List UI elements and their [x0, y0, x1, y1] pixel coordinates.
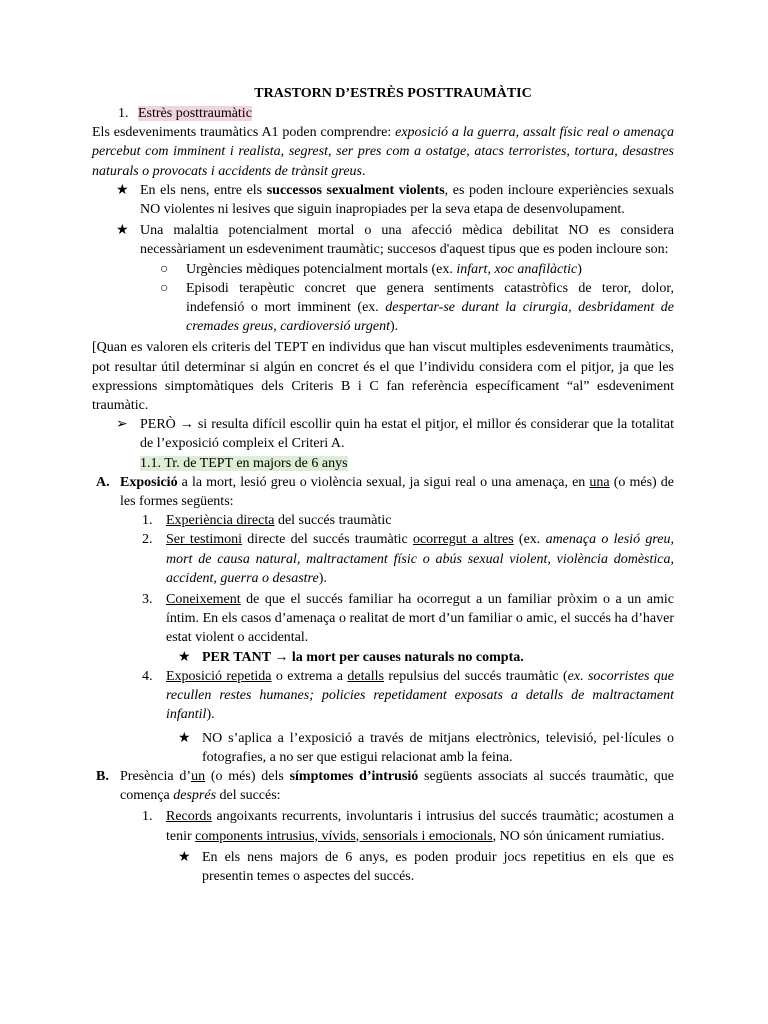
item-text-2: (ex.: [513, 532, 546, 548]
item-underline: Ser testimoni: [166, 532, 243, 548]
bullet-text: Episodi terapèutic concret que genera sentiments catastròfics de teror, dolor, indefensió o mort imminent (ex.: [186, 280, 674, 316]
item-text-end: ).: [206, 707, 215, 723]
circle-bullet-episode: [160, 279, 674, 337]
star-bullet-children: [116, 181, 675, 219]
criterion-underline: una: [589, 474, 610, 490]
bullet-text: Urgències mèdiques potencialment mortals (ex.: [186, 261, 457, 277]
criterion-italic: després: [173, 788, 217, 804]
item-underline: Records: [166, 809, 212, 825]
item-text: angoixants recurrents, involuntaris i intrusius del succés traumàtic; acostumen a tenir: [166, 809, 674, 844]
criterion-text-end: (o més) de les formes següents:: [120, 474, 674, 510]
star-bullet-illness: [116, 221, 674, 259]
bullet-text-end: ): [577, 261, 582, 277]
note-text: En els nens majors de 6 anys, es poden produir jocs repetitius en els que es presentin temes o aspectes del succés.: [202, 849, 674, 884]
star-icon: ★: [178, 849, 191, 865]
criterion-keyword: Exposició: [120, 474, 178, 490]
criterion-a-item-3-note: [178, 648, 674, 667]
criterion-keyword: símptomes d’intrusió: [289, 768, 419, 784]
criterion-a-item-1: [142, 511, 674, 530]
item-text: directe del succés traumàtic: [242, 532, 413, 548]
intro-text: Els esdeveniments traumàtics A1 poden comprendre:: [92, 125, 396, 141]
item-text: o extrema a: [271, 668, 348, 684]
criterion-marker: A.: [96, 474, 110, 490]
intro-paragraph: [92, 123, 674, 181]
star-icon: ★: [116, 223, 129, 239]
bullet-bold: successos sexualment violents: [266, 182, 445, 198]
subsection-heading: [92, 454, 674, 473]
criterion-text-end: del succés:: [216, 788, 281, 804]
item-underline-2: components intrusius, vívids, sensorials i emocionals: [195, 828, 493, 844]
circle-bullet-icon: ○: [160, 280, 169, 296]
item-number: 4.: [142, 668, 153, 684]
intro-end: .: [362, 163, 366, 179]
item-underline-2: ocorregut a altres: [412, 532, 514, 548]
criterion-text-2: (o més) dels: [205, 768, 290, 784]
criterion-b-item-1: [142, 807, 674, 845]
star-icon: ★: [116, 182, 129, 198]
criterion-a-item-4: [142, 667, 675, 725]
item-text-2: repulsius del succés traumàtic (: [383, 668, 568, 684]
criterion-a-item-4-note: [178, 729, 674, 767]
item-number: 2.: [142, 532, 153, 548]
item-italic: ex. socorristes que recullen restes humanes; policies repetidament exposats a detalls de maltractament infantil: [166, 668, 675, 723]
arrow-icon: ➢: [116, 417, 128, 433]
bullet-text: En els nens, entre els: [140, 182, 267, 198]
criterion-a: [96, 473, 674, 511]
circle-bullet-urgencies: [160, 260, 674, 279]
item-number: 1.: [142, 809, 153, 825]
note-bold: PER TANT → la mort per causes naturals no compta.: [202, 649, 524, 665]
item-text: de que el succés familiar ha ocorregut a un familiar pròxim o a un amic íntim. En els casos d’amenaça o realitat de mort d’un familiar o amic, el succés ha d’haver estat violent o accidental.: [166, 592, 674, 646]
item-underline: Coneixement: [166, 592, 241, 608]
item-text-end: , NO són únicament rumiatius.: [492, 828, 665, 844]
item-underline: Exposició repetida: [166, 668, 272, 684]
criterion-marker: B.: [96, 768, 109, 784]
note-text: NO s’aplica a l’exposició a través de mitjans electrònics, televisió, pel·lícules o fotografies, a no ser que estigui relacionat amb la feina.: [202, 730, 674, 765]
star-icon: ★: [178, 730, 191, 746]
bullet-italic: infart, xoc anafilàctic: [456, 261, 578, 277]
criterion-a-item-2: [142, 530, 674, 588]
bracket-paragraph: [Quan es valoren els criteris del TEPT en individus que han viscut multiples esdeveniments traumàtics, pot resultar útil determinar si algún en concret és el que l’individu considera com el pitjor, ja que les expressions simptomàtiques dels Criteris B i C fan referència específicament “al” esdeveniment traumàtic.: [92, 340, 674, 414]
item-underline-2: detalls: [347, 668, 384, 684]
item-text: del succés traumàtic: [274, 513, 392, 529]
criterion-text: a la mort, lesió greu o violència sexual, ja sigui real o una amenaça, en: [177, 474, 590, 490]
section-title: Estrès posttraumàtic: [138, 106, 252, 121]
bullet-text-end: ).: [390, 319, 399, 335]
item-text-end: ).: [318, 570, 327, 586]
bullet-text: PERÒ → si resulta difícil escollir quin ha estat el pitjor, el millor és considerar que la totalitat de l’exposició compleix el Criteri A.: [140, 417, 674, 452]
bullet-italic: despertar-se durant la cirurgia, desbridament de cremades greus, cardioversió urgent: [186, 300, 674, 335]
item-number: 1.: [142, 513, 153, 529]
item-number: 3.: [142, 592, 153, 608]
item-italic: amenaça o lesió greu, mort de causa natural, maltractament físic o abús sexual violent, violència domèstica, accident, guerra o desastre: [166, 532, 674, 586]
circle-bullet-icon: ○: [160, 261, 169, 277]
criterion-text-3: següents associats al succés traumàtic, que comença: [120, 768, 675, 804]
criterion-a-item-3: [142, 590, 674, 648]
star-icon: ★: [178, 649, 191, 665]
criterion-b-item-1-note: [178, 848, 674, 886]
criterion-b: [96, 767, 675, 805]
bullet-text-end: , es poden incloure experiències sexuals NO violentes ni lesives que siguin inapropiades per la seva etapa de desenvolupament.: [140, 182, 675, 218]
section-1-heading: [92, 104, 674, 123]
document-title: TRASTORN D’ESTRÈS POSTTRAUMÀTIC: [254, 86, 532, 101]
criterion-underline: un: [191, 768, 206, 784]
subsection-title: 1.1. Tr. de TEPT en majors de 6 anys: [140, 455, 348, 471]
document-body: [92, 84, 674, 886]
criterion-text: Presència d’: [120, 768, 192, 784]
intro-examples: exposició a la guerra, assalt físic real o amenaça percebut com imminent i realista, segrest, ser pres com a ostatge, atacs terroristes, tortura, desastres naturals o provocats i accidents de trànsit greus: [92, 125, 674, 179]
bullet-text: Una malaltia potencialment mortal o una afecció mèdica debilitat NO es considera necessàriament un esdeveniment traumàtic; succesos d'aquest tipus que es poden incloure son:: [140, 223, 674, 258]
section-number: 1.: [118, 106, 129, 121]
item-underline: Experiència directa: [166, 513, 275, 529]
arrow-bullet: [116, 415, 674, 453]
